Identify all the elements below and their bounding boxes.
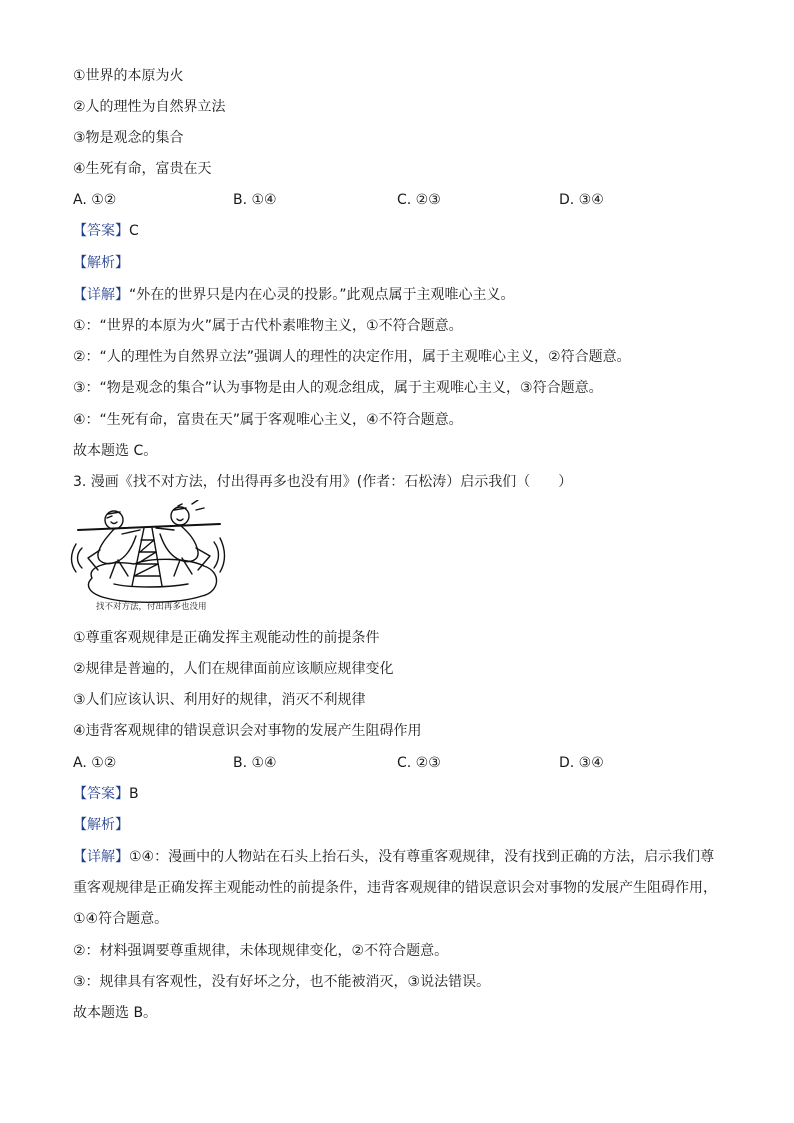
answer-value: B bbox=[129, 786, 139, 802]
cartoon-caption: 找不对方法，付出再多也没用 bbox=[96, 602, 207, 612]
q3-conclusion: 故本题选 B。 bbox=[73, 1005, 158, 1021]
q3-stem: 3. 漫画《找不对方法，付出得再多也没有用》(作者：石松涛）启示我们（ ） bbox=[73, 474, 573, 490]
q2-option-3: ③物是观念的集合 bbox=[73, 130, 184, 146]
q3-choice-b: B. ①④ bbox=[233, 755, 277, 771]
detail-tag: 【详解】 bbox=[73, 849, 129, 865]
cartoon-image bbox=[70, 500, 230, 615]
q2-detail-line-2: ①：“世界的本原为火”属于古代朴素唯物主义，①不符合题意。 bbox=[73, 318, 463, 334]
q3-detail-line-3: ③：规律具有客观性，没有好坏之分，也不能被消灭，③说法错误。 bbox=[73, 974, 491, 990]
q2-choice-d: D. ③④ bbox=[559, 192, 604, 208]
q2-answer bbox=[73, 221, 139, 241]
q3-choice-a: A. ①② bbox=[73, 755, 117, 771]
detail-text: “外在的世界只是内在心灵的投影。”此观点属于主观唯心主义。 bbox=[129, 287, 515, 303]
q3-option-3: ③人们应该认识、利用好的规律，消灭不利规律 bbox=[73, 692, 366, 708]
q3-analysis-tag: 【解析】 bbox=[73, 817, 129, 833]
q2-choice-b: B. ①④ bbox=[233, 192, 277, 208]
q2-detail-line-4: ③：“物是观念的集合”认为事物是由人的观念组成，属于主观唯心主义，③符合题意。 bbox=[73, 380, 603, 396]
q3-choice-d: D. ③④ bbox=[559, 755, 604, 771]
q3-option-1: ①尊重客观规律是正确发挥主观能动性的前提条件 bbox=[73, 630, 380, 646]
q2-option-4: ④生死有命，富贵在天 bbox=[73, 161, 212, 177]
q2-detail-line-1 bbox=[73, 285, 515, 305]
answer-tag: 【答案】 bbox=[73, 223, 129, 239]
detail-text: ①④：漫画中的人物站在石头上抬石头，没有尊重客观规律，没有找到正确的方法，启示我们尊重客观规律是正确发挥主观能动性的前提条件，违背客观规律的错误意识会对事物的发展产生阻碍作用，①④符合题意。 bbox=[73, 849, 717, 927]
answer-tag: 【答案】 bbox=[73, 786, 129, 802]
q3-answer bbox=[73, 784, 139, 804]
q2-choices bbox=[73, 190, 723, 210]
q2-conclusion: 故本题选 C。 bbox=[73, 443, 158, 459]
q3-choice-c: C. ②③ bbox=[397, 755, 441, 771]
q2-analysis-tag: 【解析】 bbox=[73, 255, 129, 271]
q3-option-4: ④违背客观规律的错误意识会对事物的发展产生阻碍作用 bbox=[73, 723, 422, 739]
q3-detail-line-2: ②：材料强调要尊重规律，未体现规律变化，②不符合题意。 bbox=[73, 943, 449, 959]
q3-detail-paragraph bbox=[73, 842, 723, 935]
q2-option-2: ②人的理性为自然界立法 bbox=[73, 99, 226, 115]
q2-choice-c: C. ②③ bbox=[397, 192, 441, 208]
q3-choices bbox=[73, 753, 723, 773]
answer-value: C bbox=[129, 223, 139, 239]
q2-option-1: ①世界的本原为火 bbox=[73, 68, 184, 84]
q2-detail-line-5: ④：“生死有命，富贵在天”属于客观唯心主义，④不符合题意。 bbox=[73, 412, 463, 428]
q2-detail-line-3: ②：“人的理性为自然界立法”强调人的理性的决定作用，属于主观唯心主义，②符合题意。 bbox=[73, 349, 631, 365]
detail-tag: 【详解】 bbox=[73, 287, 129, 303]
q2-choice-a: A. ①② bbox=[73, 192, 117, 208]
q3-option-2: ②规律是普遍的，人们在规律面前应该顺应规律变化 bbox=[73, 661, 394, 677]
